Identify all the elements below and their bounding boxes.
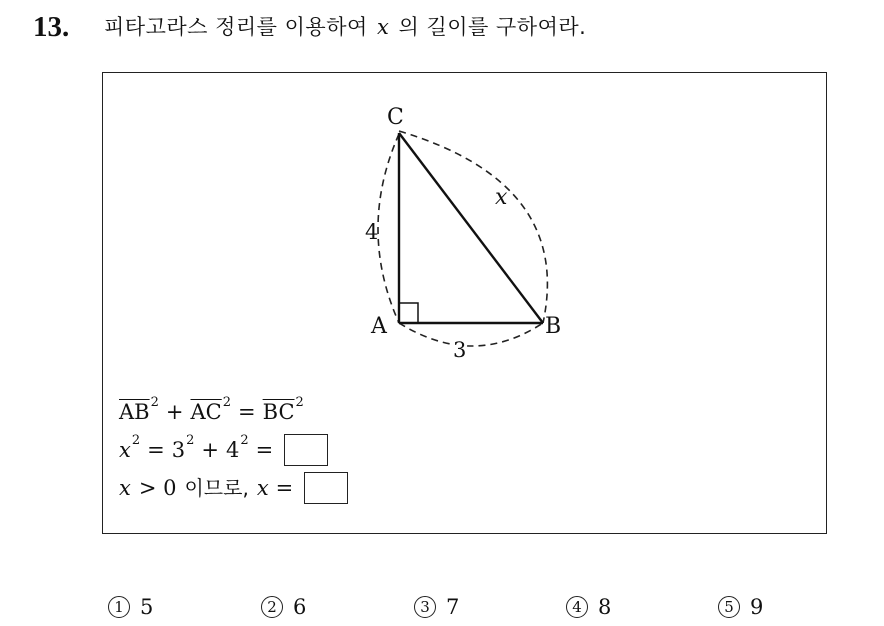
question-text [104,12,586,42]
choice-value: 6 [293,595,307,619]
exponent: 2 [150,395,159,410]
circled-number-icon: 2 [261,596,283,618]
segment-ab: $\overline{AB}$ [119,400,150,424]
choice-value: 8 [598,595,612,619]
exponent: 2 [240,433,249,448]
step-line-1 [119,393,348,431]
choice-1[interactable] [108,592,153,622]
equals-sign: = [147,438,165,462]
exponent: 2 [131,433,141,448]
arc-ac [378,134,399,323]
equals-sign: = [275,476,294,500]
variable-x: x [119,476,131,500]
korean-therefore: 이므로, [184,476,249,500]
exponent: 2 [186,433,195,448]
choice-5[interactable] [718,592,763,622]
choice-value: 5 [140,595,154,619]
circled-number-icon: 1 [108,596,130,618]
choice-3[interactable] [414,592,459,622]
variable-x: x [256,476,269,500]
number-three: 3 [171,438,186,462]
choice-value: 7 [446,595,460,619]
equals-sign: = [255,438,274,462]
step-line-3 [119,469,348,507]
question-variable: x [376,15,390,39]
variable-x: x [119,438,131,462]
problem-frame [102,72,827,534]
arc-bc [399,131,547,323]
question-number: 13. [33,11,70,43]
side-label-ab: 3 [453,338,467,362]
vertex-b-label: B [545,314,562,339]
circled-number-icon: 4 [566,596,588,618]
exponent: 2 [295,395,304,410]
answer-box-2[interactable] [304,472,348,504]
condition: > 0 [138,476,177,500]
circled-number-icon: 3 [414,596,436,618]
circled-number-icon: 5 [718,596,740,618]
plus-sign: + [165,400,184,424]
right-angle-marker [399,303,418,323]
choice-4[interactable] [566,592,611,622]
choice-value: 9 [750,595,764,619]
exponent: 2 [222,395,232,410]
solution-steps [119,393,348,507]
answer-box-1[interactable] [284,434,328,466]
answer-choices [0,592,884,626]
number-four: 4 [226,438,240,462]
side-label-ac: 4 [365,220,379,244]
triangle-figure [103,73,828,393]
step-line-2 [119,431,348,469]
segment-bc: $\overline{BC}$ [262,400,295,424]
choice-2[interactable] [261,592,306,622]
plus-sign: + [201,438,219,462]
side-label-bc: x [495,185,508,210]
vertex-c-label: C [387,105,404,130]
segment-ac: $\overline{AC}$ [190,400,222,424]
arc-ab [399,323,543,346]
vertex-a-label: A [371,314,387,339]
equals-sign: = [238,400,256,424]
question-text-before: 피타고라스 정리를 이용하여 [104,15,368,39]
question-text-after: 의 길이를 구하여라. [398,15,587,39]
